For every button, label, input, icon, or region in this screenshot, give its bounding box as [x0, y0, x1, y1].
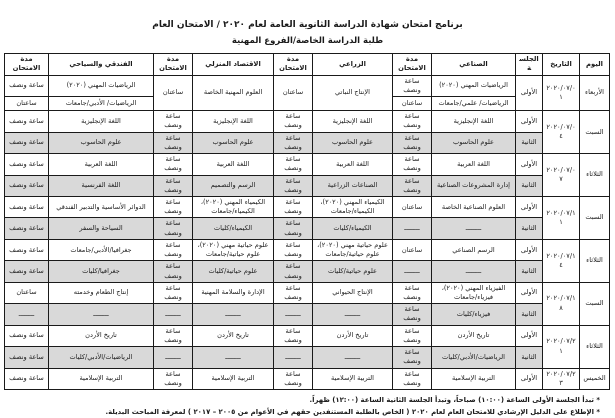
cell-duration: ساعة ونصف: [274, 175, 313, 196]
cell-session: الأولى: [516, 368, 543, 389]
cell-subject: الكيمياء/كليات: [313, 218, 393, 239]
cell-duration: ساعة ونصف: [393, 175, 432, 196]
cell-duration: ساعة ونصف: [154, 175, 193, 196]
cell-duration: ساعة ونصف: [154, 154, 193, 175]
cell-duration: ساعة ونصف: [393, 347, 432, 368]
cell-subject: ــــــــ: [49, 304, 154, 325]
cell-day: السبت: [580, 197, 610, 240]
cell-subject: اللغة العربية: [432, 154, 516, 175]
cell-subject: اللغة الإنجليزية: [313, 111, 393, 132]
cell-subject: التربية الإسلامية: [313, 368, 393, 389]
cell-duration: ساعة ونصف: [274, 154, 313, 175]
footnotes: [15, 395, 600, 418]
cell-subject: الرياضيات/الأدبي/كليات: [49, 347, 154, 368]
column-header: التاريخ: [543, 53, 580, 75]
footnote-guide-reference: * الإطلاع على الدليل الإرشادي للامتحان العام لعام ٢٠٢٠ ( الخاص بالطلبة المستنفدين حقهم في الأعوام من ٢٠٠٥ – ٢٠١٧ ) لمعرفة المباحث البديلة.: [105, 408, 600, 417]
cell-duration: ساعة ونصف: [154, 368, 193, 389]
cell-duration: ساعتان: [154, 75, 193, 110]
cell-subject: جغرافيا/كليات: [49, 261, 154, 282]
cell-subject: تاريخ الأردن: [313, 325, 393, 346]
cell-duration: ساعة ونصف: [393, 282, 432, 303]
table-row: [5, 261, 610, 282]
cell-duration: ساعة ونصف: [393, 111, 432, 132]
column-header: الزراعي: [313, 53, 393, 75]
cell-subject: علوم حياتية/كليات: [193, 261, 274, 282]
footnote-session-times: * تبدأ الجلسة الأولى الساعة (١٠:٠٠) صباحاً، وتبدأ الجلسة الثانية الساعة (١٢:٠٠) ظهراً.: [309, 395, 600, 404]
cell-subject: اللغة العربية: [193, 154, 274, 175]
table-row: [5, 75, 610, 96]
cell-duration: ساعة ونصف: [274, 111, 313, 132]
cell-duration: ساعة ونصف: [5, 239, 49, 260]
cell-subject: السياحة والسفر: [49, 218, 154, 239]
cell-subject: اللغة الإنجليزية: [193, 111, 274, 132]
cell-subject: التربية الإسلامية: [193, 368, 274, 389]
cell-day: الثلاثاء: [580, 239, 610, 282]
cell-duration: ساعة ونصف: [5, 175, 49, 196]
cell-subject: ــــــــ: [313, 304, 393, 325]
cell-duration: ساعة ونصف: [5, 325, 49, 346]
cell-date: ٢٠٢٠/٠٧/٠١: [543, 75, 580, 110]
cell-subject: الكيمياء/كليات: [193, 218, 274, 239]
cell-duration: ــــــــ: [274, 347, 313, 368]
cell-subject: الإدارة والسلامة المهنية: [193, 282, 274, 303]
document-title: برنامج امتحان شهادة الدراسة الثانوية العامة لعام ٢٠٢٠ / الامتحان العام: [152, 20, 463, 30]
cell-subject: الرسم والتصميم: [193, 175, 274, 196]
cell-subject: العلوم المهنية الخاصة: [193, 75, 274, 110]
column-header: مدة الامتحان: [274, 53, 313, 75]
table-row: [5, 304, 610, 325]
cell-session: الأولى: [516, 325, 543, 346]
cell-duration: ــــــــ: [5, 304, 49, 325]
cell-duration: ساعة ونصف: [5, 154, 49, 175]
cell-duration: ساعة ونصف: [154, 111, 193, 132]
cell-duration: ساعة ونصف: [5, 261, 49, 282]
cell-subject: علوم حياتية مهني (٢٠٢٠)، علوم حياتية/جامعات: [193, 239, 274, 260]
cell-subject: علوم حياتية مهني (٢٠٢٠)، علوم حياتية/جامعات: [313, 239, 393, 260]
cell-date: ٢٠٢٠/٠٧/١٤: [543, 239, 580, 282]
cell-session: الثانية: [516, 175, 543, 196]
cell-duration: ساعة ونصف: [274, 261, 313, 282]
cell-duration: ساعة ونصف: [274, 325, 313, 346]
table-row: [5, 132, 610, 153]
column-header: مدة الامتحان: [393, 53, 432, 75]
cell-session: الأولى: [516, 75, 543, 110]
cell-subject: الرياضيات/ علمي/جامعات: [432, 97, 516, 111]
cell-subject: اللغة الإنجليزية: [49, 111, 154, 132]
document-subtitle: طلبة الدراسة الخاصة/الفروع المهنية: [231, 35, 384, 46]
cell-day: الأربعاء: [580, 75, 610, 110]
table-row: [5, 197, 610, 218]
cell-subject: التربية الإسلامية: [49, 368, 154, 389]
cell-day: الثلاثاء: [580, 325, 610, 368]
cell-duration: ساعتان: [5, 282, 49, 303]
cell-date: ٢٠٢٠/٠٧/٢٣: [543, 368, 580, 389]
cell-subject: الفيزياء المهني (٢٠٢٠)، فيزياء/جامعات: [432, 282, 516, 303]
table-row: [5, 368, 610, 389]
cell-date: ٢٠٢٠/٠٧/١٨: [543, 282, 580, 325]
table-row: [5, 347, 610, 368]
cell-subject: علوم الحاسوب: [193, 132, 274, 153]
cell-date: ٢٠٢٠/٠٧/٠٧: [543, 154, 580, 197]
cell-subject: الكيمياء المهني (٢٠٢٠)، الكيمياء/جامعات: [313, 197, 393, 218]
cell-subject: إدارة المشروعات الصناعية: [432, 175, 516, 196]
cell-duration: ساعة ونصف: [5, 111, 49, 132]
cell-duration: ــــــــ: [393, 218, 432, 239]
cell-subject: تاريخ الأردن: [49, 325, 154, 346]
cell-session: الثانية: [516, 304, 543, 325]
cell-day: الخميس: [580, 368, 610, 389]
cell-duration: ساعة ونصف: [393, 132, 432, 153]
cell-subject: جغرافيا/الأدبي/جامعات: [49, 239, 154, 260]
cell-duration: ساعتان: [393, 97, 432, 111]
cell-subject: الرياضيات/الأدبي/كليات: [432, 347, 516, 368]
cell-subject: الرياضيات المهني (٢٠٢٠): [432, 75, 516, 96]
cell-day: السبت: [580, 111, 610, 154]
cell-session: الأولى: [516, 282, 543, 303]
cell-duration: ساعة ونصف: [274, 282, 313, 303]
cell-subject: الرياضيات المهني (٢٠٢٠): [49, 75, 154, 96]
exam-schedule-table: [4, 53, 610, 390]
cell-subject: الكيمياء المهني (٢٠٢٠)، الكيمياء/جامعات: [193, 197, 274, 218]
cell-duration: ساعة ونصف: [393, 154, 432, 175]
cell-date: ٢٠٢٠/٠٧/١١: [543, 197, 580, 240]
cell-subject: العلوم الصناعية الخاصة: [432, 197, 516, 218]
cell-subject: علوم الحاسوب: [49, 132, 154, 153]
cell-subject: اللغة الإنجليزية: [432, 111, 516, 132]
cell-subject: علوم حياتية/كليات: [313, 261, 393, 282]
cell-duration: ساعة ونصف: [274, 132, 313, 153]
cell-subject: علوم الحاسوب: [432, 132, 516, 153]
cell-subject: ــــــــ: [432, 218, 516, 239]
cell-duration: ــــــــ: [154, 304, 193, 325]
column-header: الجلسة: [516, 53, 543, 75]
table-body: [5, 75, 610, 389]
cell-subject: ــــــــ: [193, 347, 274, 368]
cell-duration: ساعة ونصف: [5, 197, 49, 218]
cell-subject: فيزياء/كليات: [432, 304, 516, 325]
cell-subject: الصناعات الزراعية: [313, 175, 393, 196]
cell-duration: ساعة ونصف: [154, 197, 193, 218]
cell-subject: ــــــــ: [432, 261, 516, 282]
table-row: [5, 111, 610, 132]
cell-duration: ساعتان: [393, 197, 432, 218]
cell-subject: علوم الحاسوب: [313, 132, 393, 153]
cell-subject: الدوائر الأساسية والتدبير الفندقي: [49, 197, 154, 218]
cell-duration: ساعة ونصف: [154, 261, 193, 282]
cell-duration: ساعة ونصف: [154, 282, 193, 303]
cell-subject: اللغة الفرنسية: [49, 175, 154, 196]
cell-duration: ساعة ونصف: [5, 218, 49, 239]
cell-subject: تاريخ الأردن: [193, 325, 274, 346]
column-header: اليوم: [580, 53, 610, 75]
cell-session: الأولى: [516, 239, 543, 260]
table-row: [5, 325, 610, 346]
table-header-row: [5, 53, 610, 75]
cell-duration: ساعة ونصف: [274, 239, 313, 260]
cell-duration: ساعة ونصف: [393, 75, 432, 96]
cell-duration: ساعتان: [393, 239, 432, 260]
cell-subject: الرياضيات/ الأدبي/جامعات: [49, 97, 154, 111]
cell-subject: ــــــــ: [313, 347, 393, 368]
table-row: [5, 282, 610, 303]
cell-duration: ــــــــ: [274, 304, 313, 325]
cell-day: الثلاثاء: [580, 154, 610, 197]
cell-duration: ساعة ونصف: [5, 347, 49, 368]
cell-duration: ساعة ونصف: [274, 218, 313, 239]
cell-subject: اللغة العربية: [313, 154, 393, 175]
cell-date: ٢٠٢٠/٠٧/٠٤: [543, 111, 580, 154]
cell-duration: ساعة ونصف: [274, 197, 313, 218]
cell-duration: ساعة ونصف: [5, 368, 49, 389]
table-row: [5, 154, 610, 175]
table-row: [5, 175, 610, 196]
cell-subject: التربية الإسلامية: [432, 368, 516, 389]
cell-session: الأولى: [516, 111, 543, 132]
cell-subject: تاريخ الأردن: [432, 325, 516, 346]
cell-duration: ساعة ونصف: [393, 325, 432, 346]
cell-duration: ساعة ونصف: [154, 239, 193, 260]
cell-date: ٢٠٢٠/٠٧/٢١: [543, 325, 580, 368]
cell-session: الأولى: [516, 154, 543, 175]
cell-duration: ــــــــ: [154, 347, 193, 368]
cell-subject: الرسم الصناعي: [432, 239, 516, 260]
cell-duration: ساعتان: [5, 97, 49, 111]
table-row: [5, 239, 610, 260]
cell-session: الثانية: [516, 347, 543, 368]
cell-duration: ــــــــ: [393, 261, 432, 282]
cell-session: الثانية: [516, 261, 543, 282]
cell-duration: ساعة ونصف: [154, 325, 193, 346]
cell-duration: ساعة ونصف: [154, 132, 193, 153]
table-row: [5, 218, 610, 239]
column-header: مدة الامتحان: [154, 53, 193, 75]
cell-day: السبت: [580, 282, 610, 325]
cell-duration: ساعة ونصف: [5, 75, 49, 96]
cell-duration: ساعة ونصف: [393, 304, 432, 325]
cell-duration: ساعة ونصف: [393, 368, 432, 389]
column-header: مدة الامتحان: [5, 53, 49, 75]
cell-subject: إنتاج الطعام وخدمته: [49, 282, 154, 303]
cell-duration: ساعة ونصف: [154, 218, 193, 239]
cell-subject: الإنتاج النباتي: [313, 75, 393, 110]
cell-session: الثانية: [516, 218, 543, 239]
column-header: الاقتصاد المنزلي: [193, 53, 274, 75]
cell-duration: ساعتان: [274, 75, 313, 110]
cell-subject: اللغة العربية: [49, 154, 154, 175]
cell-subject: ــــــــ: [193, 304, 274, 325]
cell-duration: ساعة ونصف: [274, 368, 313, 389]
column-header: الصناعي: [432, 53, 516, 75]
cell-subject: الإنتاج الحيواني: [313, 282, 393, 303]
cell-session: الثانية: [516, 132, 543, 153]
cell-session: الأولى: [516, 197, 543, 218]
cell-duration: ساعة ونصف: [5, 132, 49, 153]
column-header: الفندقي والسياحي: [49, 53, 154, 75]
